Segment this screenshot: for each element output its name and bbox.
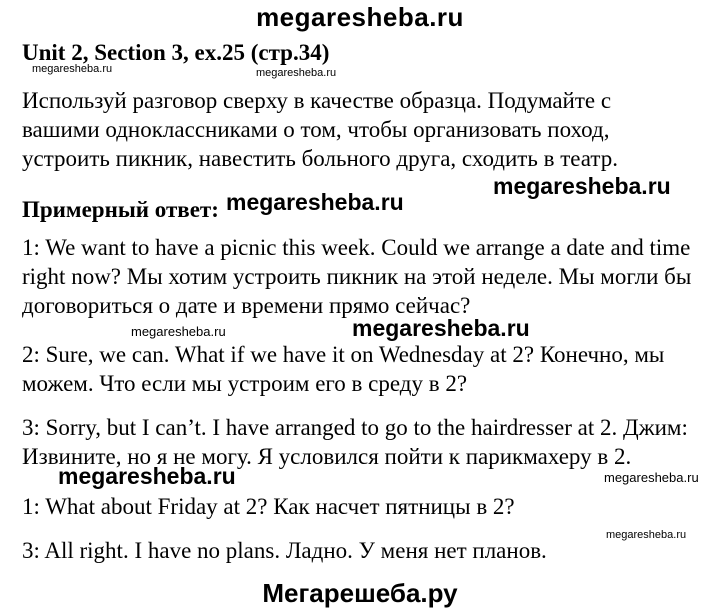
watermark: megaresheba.ru [32, 63, 113, 75]
watermark: megaresheba.ru [131, 324, 226, 339]
instruction-line: вашими одноклассниками о том, чтобы организовать поход, [22, 117, 610, 142]
dialogue-line: можем. Что если мы устроим его в среду в 2? [22, 371, 468, 396]
dialogue-line: 2: Sure, we can. What if we have it on Wednesday at 2? Конечно, мы [22, 342, 665, 367]
dialogue-line: 1: What about Friday at 2? Как насчет пятницы в 2? [22, 494, 515, 519]
dialogue-line: Извините, но я не могу. Я условился пойти к парикмахеру в 2. [22, 444, 632, 469]
dialogue-line: договориться о дате и времени прямо сейчас? [22, 293, 471, 318]
instruction-line: устроить пикник, навестить больного друга, сходить в театр. [22, 146, 618, 171]
dialogue-line: right now? Мы хотим устроить пикник на этой неделе. Мы могли бы [22, 264, 692, 289]
watermark: megaresheba.ru [604, 470, 699, 485]
instruction-line: Используй разговор сверху в качестве образца. Подумайте с [22, 88, 612, 113]
answer-label: Примерный ответ: [22, 197, 219, 222]
watermark: megaresheba.ru [58, 463, 236, 489]
watermark: megaresheba.ru [606, 529, 687, 541]
watermark: megaresheba.ru [493, 173, 671, 199]
dialogue-line: 1: We want to have a picnic this week. Could we arrange a date and time [22, 235, 691, 260]
watermark: megaresheba.ru [226, 189, 404, 215]
dialogue-line: 3: Sorry, but I can’t. I have arranged to go to the hairdresser at 2. Джим: [22, 415, 688, 440]
site-footer: Мегарешеба.ру [262, 578, 458, 608]
exercise-title: Unit 2, Section 3, ex.25 (стр.34) [22, 40, 330, 65]
watermark: megaresheba.ru [256, 67, 337, 79]
watermark: megaresheba.ru [352, 315, 530, 341]
dialogue-line: 3: All right. I have no plans. Ладно. У меня нет планов. [22, 538, 547, 563]
site-header: megaresheba.ru [256, 2, 464, 32]
